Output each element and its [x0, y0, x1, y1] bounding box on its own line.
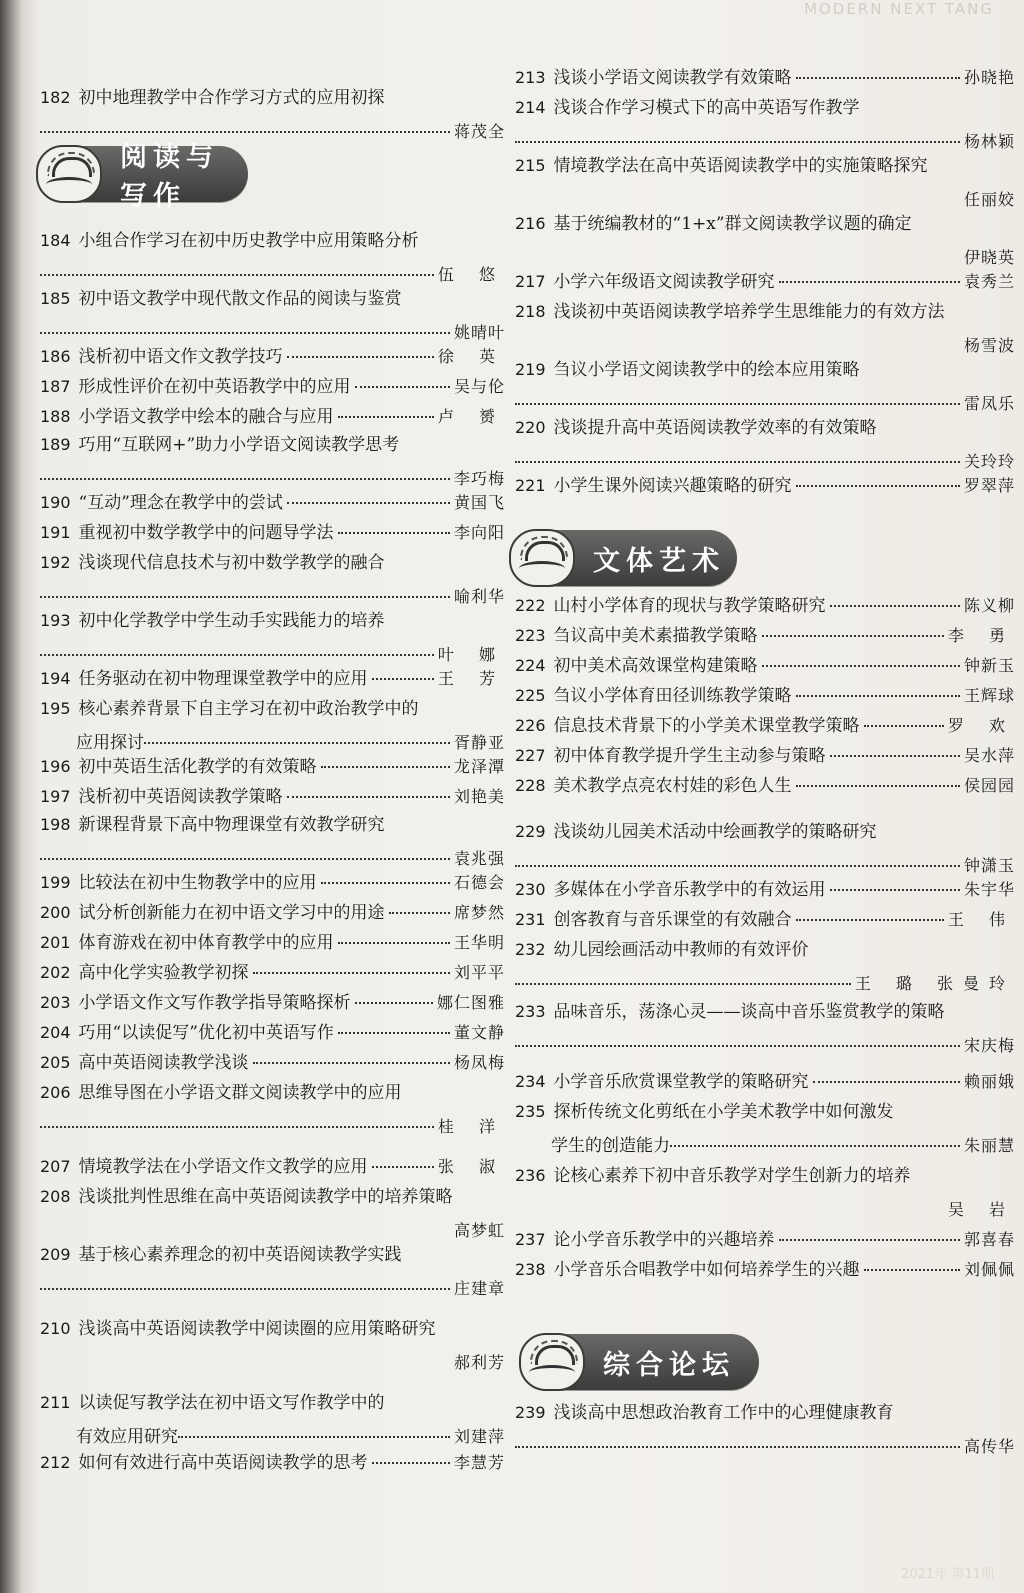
article-title: 初中化学教学中学生动手实践能力的培养 — [78, 611, 385, 631]
dot-leader — [40, 654, 434, 656]
page-number: 184 — [40, 231, 71, 250]
page-number: 226 — [515, 716, 546, 735]
dot-leader — [40, 1288, 450, 1290]
page-number: 214 — [515, 98, 546, 117]
page-number: 235 — [515, 1102, 546, 1121]
page-number: 196 — [40, 757, 71, 776]
article-title: 刍议小学语文阅读教学中的绘本应用策略 — [553, 360, 860, 380]
author-name: 任丽姣 — [963, 190, 1015, 209]
page-number: 200 — [40, 903, 71, 922]
author-name: 娜仁图雅 — [436, 993, 505, 1012]
dot-leader — [40, 332, 450, 334]
article-title: 浅谈提升高中英语阅读教学效率的有效策略 — [553, 418, 877, 438]
toc-entry — [515, 417, 1015, 473]
article-title: 试分析创新能力在初中语文学习中的用途 — [78, 903, 385, 923]
author-name: 龙泽潭 — [453, 757, 505, 776]
toc-entry — [515, 821, 1015, 877]
toc-entry — [40, 1186, 505, 1242]
page-number: 221 — [515, 476, 546, 495]
toc-entry — [40, 698, 505, 754]
dot-leader — [796, 695, 960, 697]
author-name: 张 淑 — [437, 1157, 505, 1176]
article-title-continued: 学生的创造能力 — [551, 1136, 670, 1156]
page-number: 208 — [40, 1187, 71, 1206]
toc-entry — [515, 475, 1015, 497]
author-name: 桂 洋 — [437, 1117, 505, 1136]
page-number: 224 — [515, 656, 546, 675]
toc-entry — [515, 1101, 1015, 1157]
article-title: 品味音乐，荡涤心灵——谈高中音乐鉴赏教学的策略 — [553, 1002, 945, 1022]
author-name: 杨雪波 — [963, 336, 1015, 355]
article-title: 思维导图在小学语文群文阅读教学中的应用 — [78, 1083, 402, 1103]
author-name: 石德会 — [453, 873, 505, 892]
toc-entry — [515, 625, 1015, 647]
author-name: 陈义柳 — [963, 596, 1015, 615]
dot-leader — [515, 1045, 960, 1047]
toc-entry — [515, 939, 1015, 995]
toc-entry — [515, 359, 1015, 415]
toc-entry — [515, 685, 1015, 707]
sunrise-book-icon — [509, 529, 575, 587]
page-number: 202 — [40, 963, 71, 982]
section-title: 综合论坛 — [603, 1349, 735, 1381]
dot-leader — [40, 1126, 434, 1128]
article-title: 幼儿园绘画活动中教师的有效评价 — [553, 940, 809, 960]
toc-entry — [515, 655, 1015, 677]
dot-leader — [372, 678, 434, 680]
dot-leader — [338, 416, 434, 418]
article-title-continued: 应用探讨 — [76, 733, 144, 753]
toc-entry — [515, 301, 1015, 357]
page-number: 232 — [515, 940, 546, 959]
author-name: 黄国飞 — [453, 493, 505, 512]
toc-entry — [40, 434, 505, 490]
dot-leader — [864, 1269, 960, 1271]
page-number: 215 — [515, 156, 546, 175]
author-name: 吴与伦 — [453, 377, 505, 396]
dot-leader — [355, 1002, 433, 1004]
author-name: 杨凤梅 — [453, 1053, 505, 1072]
dot-leader — [796, 919, 944, 921]
dot-leader — [830, 755, 960, 757]
toc-entry — [40, 230, 505, 286]
page-number: 233 — [515, 1002, 546, 1021]
toc-entry — [515, 1165, 1015, 1221]
author-name: 李巧梅 — [453, 469, 505, 488]
toc-entry — [40, 872, 505, 894]
toc-entry — [40, 1392, 505, 1448]
toc-entry — [40, 346, 505, 368]
page-number: 217 — [515, 272, 546, 291]
author-name: 孙晓艳 — [963, 68, 1015, 87]
toc-entry — [40, 87, 505, 143]
author-name: 朱丽慧 — [963, 1136, 1015, 1155]
author-name: 刘佩佩 — [963, 1260, 1015, 1279]
toc-entry — [515, 271, 1015, 293]
toc-entry — [40, 288, 505, 344]
dot-leader — [830, 889, 960, 891]
toc-entry — [40, 1156, 505, 1178]
dot-leader — [253, 1062, 450, 1064]
article-title: 浅谈批判性思维在高中英语阅读教学中的培养策略 — [78, 1187, 453, 1207]
page-number: 212 — [40, 1453, 71, 1472]
dot-leader — [515, 141, 960, 143]
page-number: 238 — [515, 1260, 546, 1279]
author-name: 伊晓英 — [963, 248, 1015, 267]
dot-leader — [321, 766, 450, 768]
article-title: 任务驱动在初中物理课堂教学中的应用 — [78, 669, 368, 689]
page-number: 189 — [40, 435, 71, 454]
author-name: 吴 岩 — [947, 1200, 1015, 1219]
page-number: 229 — [515, 822, 546, 841]
dot-leader — [253, 972, 450, 974]
page-number: 211 — [40, 1393, 71, 1412]
author-name: 郝利芳 — [453, 1353, 505, 1372]
toc-entry — [515, 1402, 1015, 1458]
article-title: 创客教育与音乐课堂的有效融合 — [553, 910, 792, 930]
article-title-continued: 有效应用研究 — [76, 1427, 178, 1447]
author-name: 杨林颖 — [963, 132, 1015, 151]
page-number: 231 — [515, 910, 546, 929]
toc-entry — [40, 610, 505, 666]
dot-leader — [762, 635, 944, 637]
article-title: 小组合作学习在初中历史教学中应用策略分析 — [78, 231, 419, 251]
article-title: 探析传统文化剪纸在小学美术教学中如何激发 — [553, 1102, 894, 1122]
article-title: 浅谈高中英语阅读教学中阅读圈的应用策略研究 — [78, 1319, 436, 1339]
toc-entry — [40, 756, 505, 778]
article-title: 巧用“互联网+”助力小学语文阅读教学思考 — [78, 435, 400, 455]
dot-leader — [372, 1462, 450, 1464]
author-name: 钟新玉 — [963, 656, 1015, 675]
dot-leader — [796, 77, 960, 79]
article-title: 比较法在初中生物教学中的应用 — [78, 873, 317, 893]
footer-watermark: 2021年 第11期 — [901, 1567, 994, 1582]
page-number: 187 — [40, 377, 71, 396]
author-name: 宋庆梅 — [963, 1036, 1015, 1055]
author-name: 侯园园 — [963, 776, 1015, 795]
author-name: 胥静亚 — [453, 733, 505, 752]
author-name: 卢 赟 — [437, 407, 505, 426]
dot-leader — [40, 858, 450, 860]
section-banner-arts-sports — [509, 530, 737, 586]
toc-entry — [515, 745, 1015, 767]
article-title: 巧用“以读促写”优化初中英语写作 — [78, 1023, 334, 1043]
author-name: 关玲玲 — [963, 452, 1015, 471]
article-title: 高中化学实验教学初探 — [78, 963, 249, 983]
toc-entry — [40, 932, 505, 954]
toc-entry — [515, 97, 1015, 153]
article-title: 浅谈高中思想政治教育工作中的心理健康教育 — [553, 1403, 894, 1423]
page-number: 228 — [515, 776, 546, 795]
author-name: 袁兆强 — [453, 849, 505, 868]
dot-leader — [670, 1145, 960, 1147]
page-number: 209 — [40, 1245, 71, 1264]
page-number: 230 — [515, 880, 546, 899]
page-number: 216 — [515, 214, 546, 233]
author-name: 吴水萍 — [963, 746, 1015, 765]
page-number: 206 — [40, 1083, 71, 1102]
dot-leader — [40, 596, 450, 598]
dot-leader — [796, 485, 960, 487]
toc-entry — [40, 814, 505, 870]
page-number: 220 — [515, 418, 546, 437]
article-title: 浅谈小学语文阅读教学有效策略 — [553, 68, 792, 88]
dot-leader — [779, 281, 960, 283]
article-title: 初中地理教学中合作学习方式的应用初探 — [78, 88, 385, 108]
toc-entry — [515, 909, 1015, 931]
sunrise-book-icon — [519, 1333, 585, 1391]
article-title: 重视初中数学教学中的问题导学法 — [78, 523, 334, 543]
page-number: 227 — [515, 746, 546, 765]
author-name: 王 芳 — [437, 669, 505, 688]
page-number: 203 — [40, 993, 71, 1012]
article-title: 浅析初中语文作文教学技巧 — [78, 347, 283, 367]
article-title: 小学语文教学中绘本的融合与应用 — [78, 407, 334, 427]
page-number: 186 — [40, 347, 71, 366]
article-title: 初中体育教学提升学生主动参与策略 — [553, 746, 826, 766]
article-title: 浅析初中英语阅读教学策略 — [78, 787, 283, 807]
author-name: 高梦虹 — [453, 1221, 505, 1240]
sunrise-book-icon — [36, 145, 102, 203]
article-title: 刍议高中美术素描教学策略 — [553, 626, 758, 646]
toc-entry — [40, 1452, 505, 1474]
author-name: 席梦然 — [453, 903, 505, 922]
article-title: 高中英语阅读教学浅谈 — [78, 1053, 249, 1073]
article-title: 浅谈现代信息技术与初中数学教学的融合 — [78, 553, 385, 573]
page-number: 195 — [40, 699, 71, 718]
article-title: 新课程背景下高中物理课堂有效教学研究 — [78, 815, 385, 835]
toc-entry — [40, 1318, 505, 1374]
page-number: 201 — [40, 933, 71, 952]
page-number: 234 — [515, 1072, 546, 1091]
article-title: 小学音乐合唱教学中如何培养学生的兴趣 — [553, 1260, 860, 1280]
author-name: 王辉球 — [963, 686, 1015, 705]
article-title: 浅谈幼儿园美术活动中绘画教学的策略研究 — [553, 822, 877, 842]
section-banner-reading-writing — [36, 142, 248, 212]
article-title: 论核心素养下初中音乐教学对学生创新力的培养 — [553, 1166, 911, 1186]
author-name: 徐 英 — [437, 347, 505, 366]
page-number: 223 — [515, 626, 546, 645]
toc-entry — [40, 522, 505, 544]
author-name: 赖丽娥 — [963, 1072, 1015, 1091]
dot-leader — [372, 1166, 434, 1168]
dot-leader — [762, 665, 960, 667]
article-title: 情境教学法在高中英语阅读教学中的实施策略探究 — [553, 156, 928, 176]
toc-entry — [40, 406, 505, 428]
author-name: 喻利华 — [453, 587, 505, 606]
page-number: 239 — [515, 1403, 546, 1422]
author-name: 李慧芳 — [453, 1453, 505, 1472]
dot-leader — [515, 865, 960, 867]
toc-entry — [515, 775, 1015, 797]
author-name: 钟潇玉 — [963, 856, 1015, 875]
article-title: 情境教学法在小学语文作文教学的应用 — [78, 1157, 368, 1177]
author-name: 雷凤乐 — [963, 394, 1015, 413]
page-number: 191 — [40, 523, 71, 542]
article-title: 小学生课外阅读兴趣策略的研究 — [553, 476, 792, 496]
toc-entry — [515, 213, 1015, 269]
page-number: 222 — [515, 596, 546, 615]
toc-entry — [40, 786, 505, 808]
dot-leader — [796, 785, 960, 787]
author-name: 罗翠萍 — [963, 476, 1015, 495]
toc-entry — [515, 715, 1015, 737]
article-title: 初中语文教学中现代散文作品的阅读与鉴赏 — [78, 289, 402, 309]
toc-entry — [515, 1259, 1015, 1281]
toc-entry — [515, 1071, 1015, 1093]
page-number: 190 — [40, 493, 71, 512]
dot-leader — [338, 532, 450, 534]
dot-leader — [515, 461, 960, 463]
dot-leader — [515, 403, 960, 405]
toc-entry — [515, 595, 1015, 617]
author-name: 朱宇华 — [963, 880, 1015, 899]
section-title: 文体艺术 — [593, 545, 725, 577]
page-number: 237 — [515, 1230, 546, 1249]
page-number: 182 — [40, 88, 71, 107]
article-title: 体育游戏在初中体育教学中的应用 — [78, 933, 334, 953]
article-title: 刍议小学体育田径训练教学策略 — [553, 686, 792, 706]
article-title: 以读促写教学法在初中语文写作教学中的 — [78, 1393, 385, 1413]
section-banner-forum — [519, 1334, 759, 1390]
toc-entry — [40, 1052, 505, 1074]
dot-leader — [40, 478, 450, 480]
page-number: 236 — [515, 1166, 546, 1185]
author-name: 李向阳 — [453, 523, 505, 542]
toc-entry — [515, 879, 1015, 901]
page-number: 197 — [40, 787, 71, 806]
author-name: 蒋茂全 — [453, 122, 505, 141]
author-name: 王华明 — [453, 933, 505, 952]
page-number: 198 — [40, 815, 71, 834]
page-number: 188 — [40, 407, 71, 426]
dot-leader — [338, 1032, 450, 1034]
page-number: 205 — [40, 1053, 71, 1072]
author-name: 罗 欢 — [947, 716, 1015, 735]
header-watermark: MODERN NEXT TANG — [804, 0, 994, 18]
author-name: 王 伟 — [947, 910, 1015, 929]
dot-leader — [515, 983, 851, 985]
page-number: 185 — [40, 289, 71, 308]
author-name: 伍 悠 — [437, 265, 505, 284]
article-title: 基于统编教材的“1+x”群文阅读教学议题的确定 — [553, 214, 912, 234]
page-number: 218 — [515, 302, 546, 321]
article-title: “互动”理念在教学中的尝试 — [78, 493, 283, 513]
dot-leader — [813, 1081, 960, 1083]
author-name: 袁秀兰 — [963, 272, 1015, 291]
dot-leader — [40, 131, 450, 133]
article-title: 小学语文作文写作教学指导策略探析 — [78, 993, 351, 1013]
page-number: 210 — [40, 1319, 71, 1338]
toc-entry — [40, 1244, 505, 1300]
dot-leader — [40, 274, 434, 276]
author-name: 李 勇 — [947, 626, 1015, 645]
toc-entry — [515, 1001, 1015, 1057]
dot-leader — [287, 796, 450, 798]
toc-entry — [40, 962, 505, 984]
dot-leader — [864, 725, 944, 727]
article-title: 如何有效进行高中英语阅读教学的思考 — [78, 1453, 368, 1473]
dot-leader — [287, 356, 434, 358]
dot-leader — [779, 1239, 960, 1241]
article-title: 形成性评价在初中英语教学中的应用 — [78, 377, 351, 397]
dot-leader — [830, 605, 960, 607]
toc-entry — [515, 67, 1015, 89]
article-title: 初中美术高效课堂构建策略 — [553, 656, 758, 676]
author-name: 高传华 — [963, 1437, 1015, 1456]
author-name: 刘艳美 — [453, 787, 505, 806]
article-title: 核心素养背景下自主学习在初中政治教学中的 — [78, 699, 419, 719]
article-title: 小学六年级语文阅读教学研究 — [553, 272, 775, 292]
dot-leader — [338, 942, 450, 944]
author-name: 董文静 — [453, 1023, 505, 1042]
toc-entry — [40, 1082, 505, 1138]
page-number: 199 — [40, 873, 71, 892]
toc-entry — [40, 668, 505, 690]
author-name: 庄建章 — [453, 1279, 505, 1298]
section-title: 阅读与写作 — [120, 142, 219, 212]
toc-entry — [40, 902, 505, 924]
toc-entry — [515, 155, 1015, 211]
page-number: 194 — [40, 669, 71, 688]
page-number: 192 — [40, 553, 71, 572]
dot-leader — [287, 502, 450, 504]
article-title: 多媒体在小学音乐教学中的有效运用 — [553, 880, 826, 900]
article-title: 山村小学体育的现状与教学策略研究 — [553, 596, 826, 616]
toc-entry — [515, 1229, 1015, 1251]
page-number: 213 — [515, 68, 546, 87]
author-name: 刘建萍 — [453, 1427, 505, 1446]
author-name: 王 璐 张曼玲 — [854, 974, 1015, 993]
dot-leader — [389, 912, 450, 914]
dot-leader — [178, 1436, 450, 1438]
author-name: 刘平平 — [453, 963, 505, 982]
page-number: 225 — [515, 686, 546, 705]
article-title: 论小学音乐教学中的兴趣培养 — [553, 1230, 775, 1250]
toc-entry — [40, 492, 505, 514]
article-title: 基于核心素养理念的初中英语阅读教学实践 — [78, 1245, 402, 1265]
toc-entry — [40, 376, 505, 398]
toc-entry — [40, 552, 505, 608]
dot-leader — [144, 742, 450, 744]
page-number: 204 — [40, 1023, 71, 1042]
toc-entry — [40, 992, 505, 1014]
author-name: 姚晴叶 — [453, 323, 505, 342]
article-title: 小学音乐欣赏课堂教学的策略研究 — [553, 1072, 809, 1092]
article-title: 浅谈合作学习模式下的高中英语写作教学 — [553, 98, 860, 118]
dot-leader — [515, 1446, 960, 1448]
author-name: 叶 娜 — [437, 645, 505, 664]
article-title: 浅谈初中英语阅读教学培养学生思维能力的有效方法 — [553, 302, 945, 322]
article-title: 初中英语生活化教学的有效策略 — [78, 757, 317, 777]
page-number: 207 — [40, 1157, 71, 1176]
dot-leader — [321, 882, 450, 884]
page-number: 193 — [40, 611, 71, 630]
dot-leader — [355, 386, 450, 388]
article-title: 美术教学点亮农村娃的彩色人生 — [553, 776, 792, 796]
author-name: 郭喜春 — [963, 1230, 1015, 1249]
toc-entry — [40, 1022, 505, 1044]
page-number: 219 — [515, 360, 546, 379]
article-title: 信息技术背景下的小学美术课堂教学策略 — [553, 716, 860, 736]
